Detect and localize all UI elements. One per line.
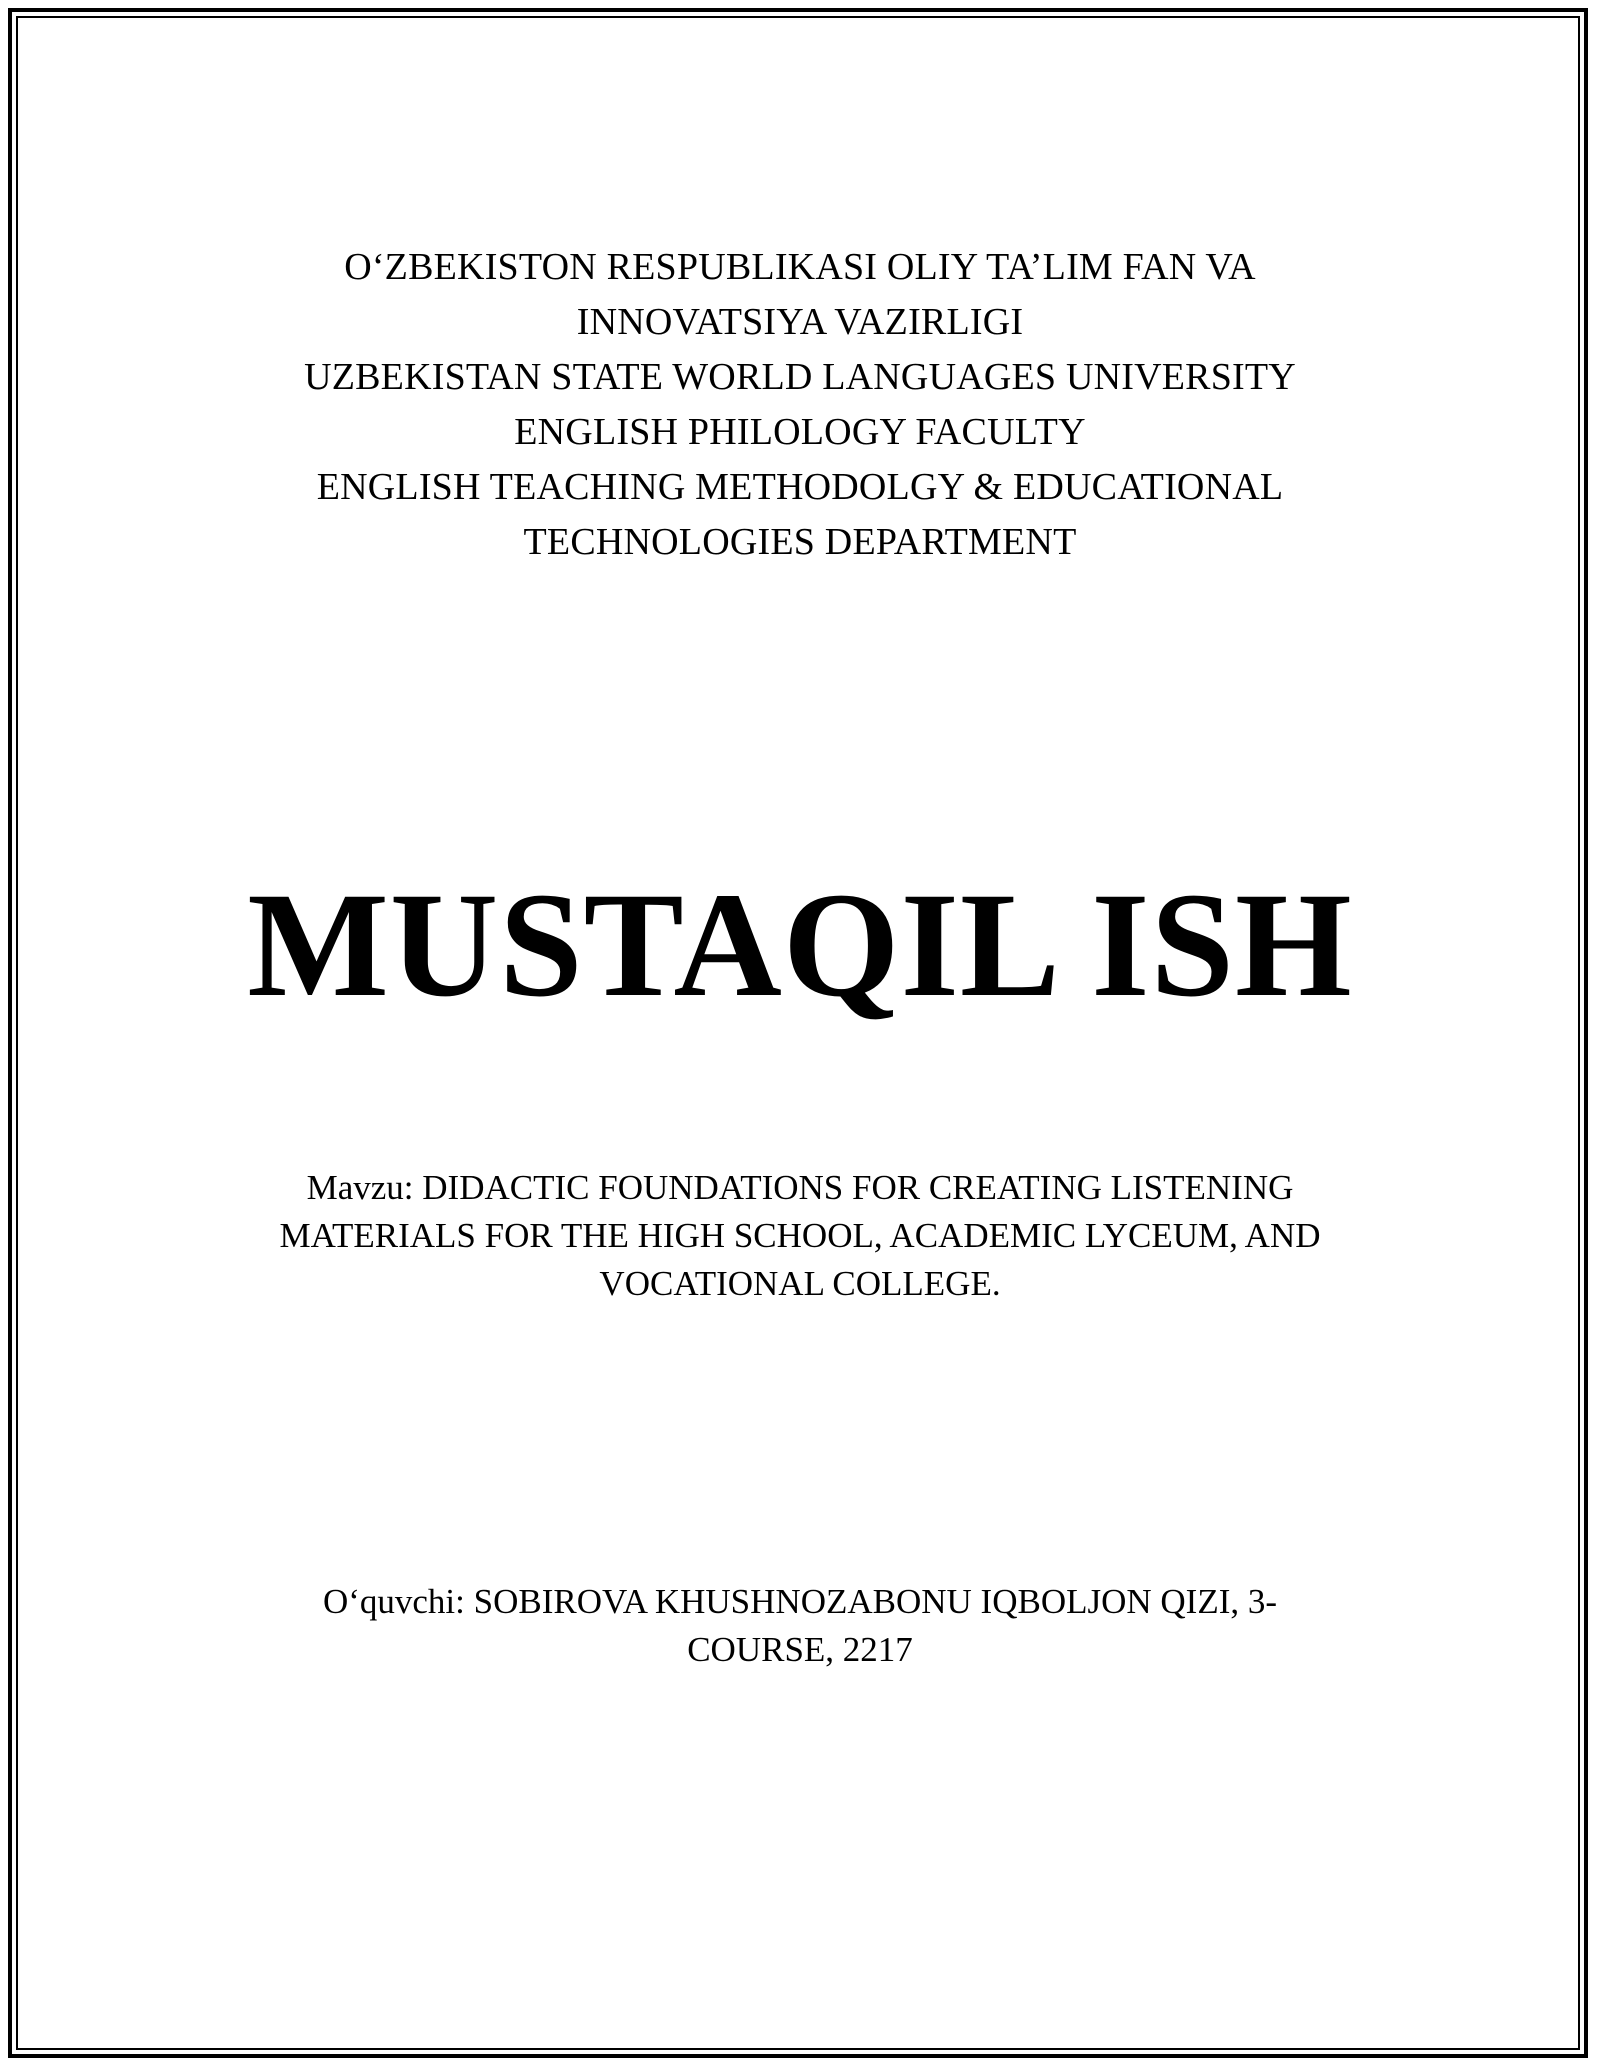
faculty-name: ENGLISH PHILOLOGY FACULTY: [514, 411, 1086, 453]
topic-line-3: VOCATIONAL COLLEGE.: [599, 1264, 1001, 1303]
institution-header: [200, 240, 1400, 570]
document-title: MUSTAQIL ISH: [247, 862, 1353, 1028]
topic-section: [200, 1164, 1400, 1308]
department-line-2: TECHNOLOGIES DEPARTMENT: [523, 521, 1077, 563]
student-section: [200, 1578, 1400, 1674]
ministry-line-1: O‘ZBEKISTON RESPUBLIKASI OLIY TA’LIM FAN VA: [344, 246, 1256, 288]
title-section: [200, 860, 1400, 1030]
university-name: UZBEKISTAN STATE WORLD LANGUAGES UNIVERSITY: [304, 356, 1296, 398]
student-line-1: O‘quvchi: SOBIROVA KHUSHNOZABONU IQBOLJON QIZI, 3-: [322, 1582, 1278, 1621]
topic-line-1: Mavzu: DIDACTIC FOUNDATIONS FOR CREATING LISTENING: [306, 1168, 1294, 1207]
ministry-line-2: INNOVATSIYA VAZIRLIGI: [576, 301, 1024, 343]
student-line-2: COURSE, 2217: [687, 1630, 913, 1669]
topic-line-2: MATERIALS FOR THE HIGH SCHOOL, ACADEMIC LYCEUM, AND: [279, 1216, 1321, 1255]
department-line-1: ENGLISH TEACHING METHODOLGY & EDUCATIONAL: [316, 466, 1284, 508]
